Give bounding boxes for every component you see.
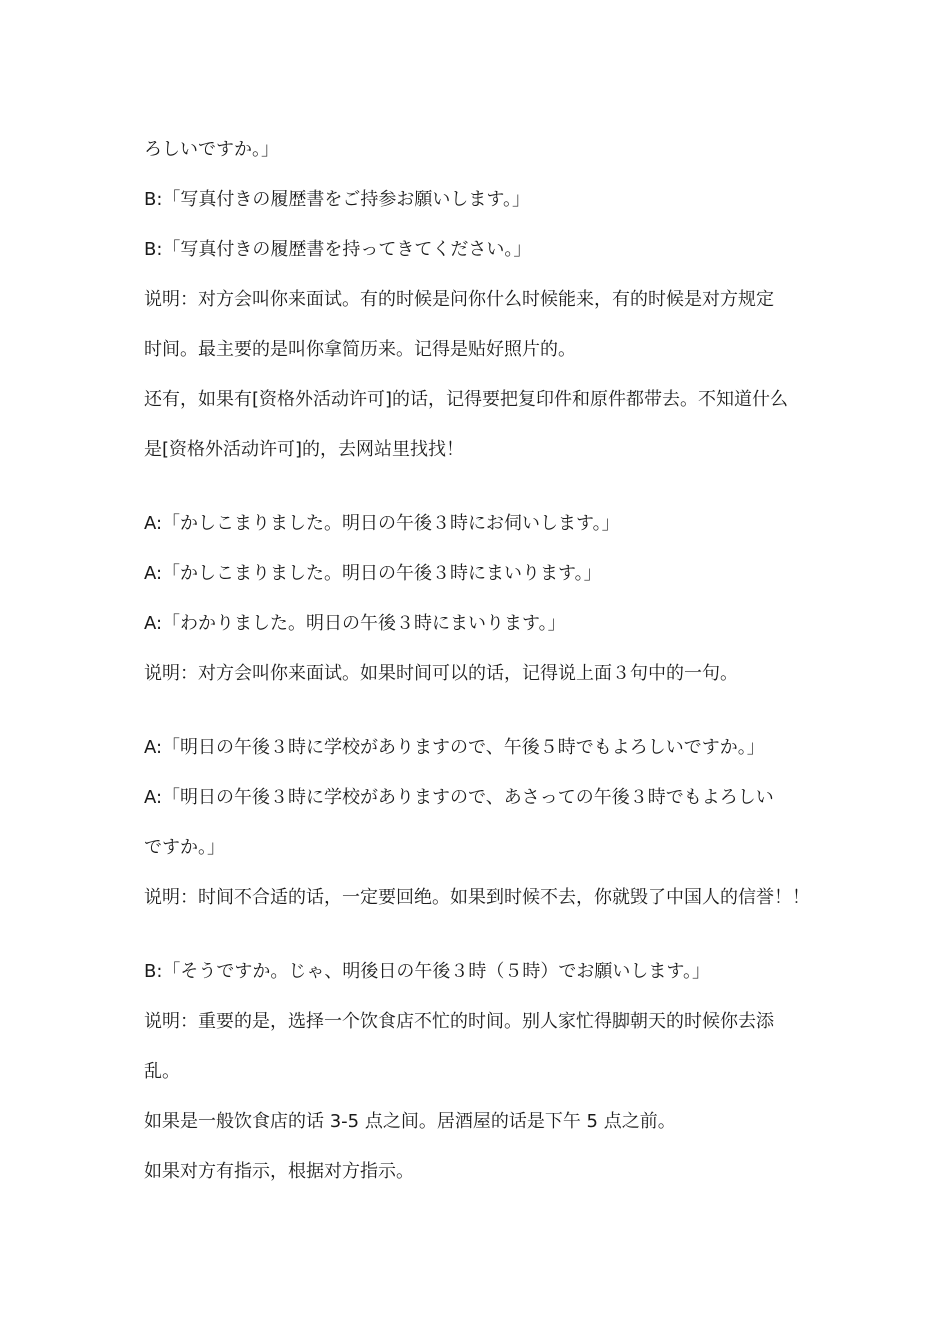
explanation-line: 时间。最主要的是叫你拿简历来。记得是贴好照片的。 (144, 339, 576, 360)
dialogue-line: A:「かしこまりました。明日の午後３時にまいります。」 (144, 563, 602, 584)
dialogue-line: B:「写真付きの履歴書を持ってきてください。」 (144, 239, 532, 260)
explanation-line: 还有，如果有[资格外活动许可]的话，记得要把复印件和原件都带去。不知道什么 (144, 389, 789, 410)
explanation-line: 如果是一般饮食店的话 3-5 点之间。居酒屋的话是下午 5 点之前。 (144, 1111, 676, 1132)
explanation-line: 如果对方有指示，根据对方指示。 (144, 1161, 414, 1182)
dialogue-line: A:「わかりました。明日の午後３時にまいります。」 (144, 613, 566, 634)
explanation-line: 说明：时间不合适的话，一定要回绝。如果到时候不去，你就毁了中国人的信誉！！ (144, 887, 810, 908)
explanation-line: 乱。 (144, 1061, 180, 1082)
dialogue-line: A:「かしこまりました。明日の午後３時にお伺いします。」 (144, 513, 620, 534)
dialogue-line: B:「写真付きの履歴書をご持参お願いします。」 (144, 189, 530, 210)
dialogue-line: B:「そうですか。じゃ、明後日の午後３時（５時）でお願いします。」 (144, 961, 710, 982)
explanation-line: 说明：重要的是，选择一个饮食店不忙的时间。别人家忙得脚朝天的时候你去添 (144, 1011, 774, 1032)
dialogue-line: ですか。」 (144, 837, 225, 858)
explanation-line: 说明：对方会叫你来面试。有的时候是问你什么时候能来，有的时候是对方规定 (144, 289, 774, 310)
explanation-line: 是[资格外活动许可]的，去网站里找找！ (144, 439, 465, 460)
dialogue-line: A:「明日の午後３時に学校がありますので、午後５時でもよろしいですか。」 (144, 737, 765, 758)
text-line: ろしいですか。」 (144, 139, 279, 160)
dialogue-line: A:「明日の午後３時に学校がありますので、あさっての午後３時でもよろしい (144, 787, 774, 808)
explanation-line: 说明：对方会叫你来面试。如果时间可以的话，记得说上面３句中的一句。 (144, 663, 738, 684)
